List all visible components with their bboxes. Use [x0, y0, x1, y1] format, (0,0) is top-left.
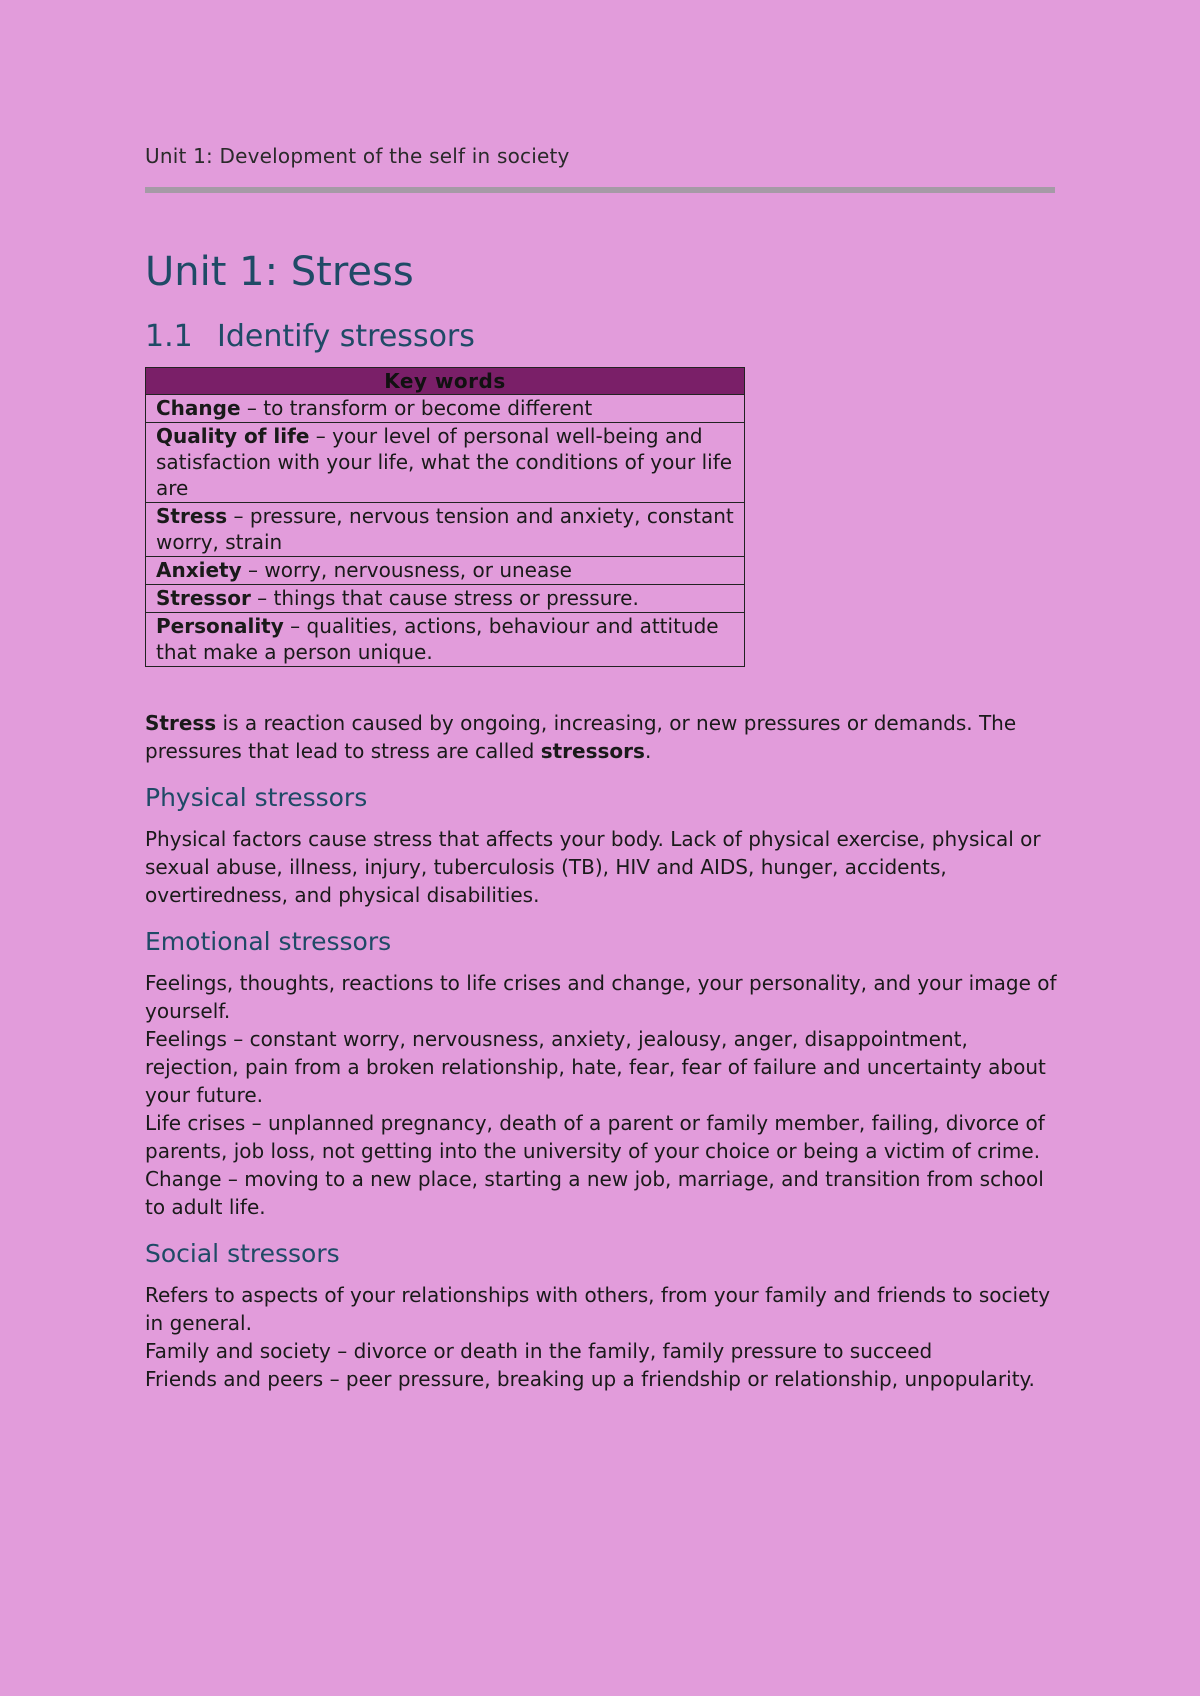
key-word-term: Quality of life	[156, 423, 310, 448]
physical-stressors-text: Physical factors cause stress that affects your body. Lack of physical exercise, physical or sexual abuse, illness, injury, tuberculosis (TB), HIV and AIDS, hunger, accidents, overtiredness, and physical disabilities.	[145, 826, 1041, 907]
key-word-cell	[146, 502, 745, 556]
emotional-paragraph: Feelings, thoughts, reactions to life crises and change, your personality, and your image of yourself.	[145, 970, 1057, 1023]
unit-title: Unit 1: Stress	[145, 249, 414, 295]
intro-bold-term: Stress	[145, 710, 217, 735]
emotional-stressors-heading: Emotional stressors	[145, 926, 392, 956]
key-word-term: Stressor	[156, 585, 251, 610]
table-row	[146, 612, 745, 666]
table-row	[146, 394, 745, 422]
table-row	[146, 556, 745, 584]
intro-text: is a reaction caused by ongoing, increasing, or new pressures or demands. The pressures that lead to stress are called	[145, 710, 1017, 763]
emotional-paragraph: Change – moving to a new place, starting a new job, marriage, and transition from school to adult life.	[145, 1166, 1044, 1219]
page-content	[145, 250, 1065, 1393]
key-word-cell	[146, 584, 745, 612]
key-word-definition: – worry, nervousness, or unease	[241, 557, 572, 582]
social-stressors-heading: Social stressors	[145, 1238, 340, 1268]
key-word-cell	[146, 556, 745, 584]
key-word-cell	[146, 422, 745, 502]
section-number: 1.1	[145, 319, 193, 354]
social-paragraph: Refers to aspects of your relationships with others, from your family and friends to society in general.	[145, 1282, 1051, 1335]
intro-bold-stressors: stressors	[540, 738, 645, 763]
key-words-heading: Key words	[146, 367, 745, 394]
physical-stressors-heading: Physical stressors	[145, 782, 368, 812]
social-paragraph: Friends and peers – peer pressure, breaking up a friendship or relationship, unpopularity.	[145, 1366, 1035, 1391]
key-word-term: Anxiety	[156, 557, 242, 582]
emotional-paragraph: Life crises – unplanned pregnancy, death of a parent or family member, failing, divorce of parents, job loss, not getting into the university of your choice or being a victim of crime.	[145, 1110, 1045, 1163]
section-title	[145, 320, 1065, 355]
header-divider	[145, 187, 1055, 193]
key-words-header-row	[146, 367, 745, 394]
key-word-term: Change	[156, 395, 241, 420]
key-words-table	[145, 367, 745, 667]
key-word-term: Personality	[156, 613, 284, 638]
emotional-paragraph: Feelings – constant worry, nervousness, anxiety, jealousy, anger, disappointment, rejection, pain from a broken relationship, hate, fear, fear of failure and uncertainty about your future.	[145, 1026, 1046, 1107]
key-word-definition: – your level of personal well-being and satisfaction with your life, what the conditions of your life are	[156, 423, 733, 500]
key-word-definition: – to transform or become different	[240, 395, 593, 420]
table-row	[146, 584, 745, 612]
table-row	[146, 502, 745, 556]
intro-end: .	[644, 738, 652, 763]
key-word-cell	[146, 612, 745, 666]
intro-paragraph	[145, 709, 1065, 765]
key-word-definition: – things that cause stress or pressure.	[250, 585, 639, 610]
table-row	[146, 422, 745, 502]
social-paragraph: Family and society – divorce or death in the family, family pressure to succeed	[145, 1338, 933, 1363]
key-word-definition: – pressure, nervous tension and anxiety, constant worry, strain	[156, 503, 734, 554]
key-word-definition: – qualities, actions, behaviour and attitude that make a person unique.	[156, 613, 719, 664]
key-word-term: Stress	[156, 503, 228, 528]
running-header: Unit 1: Development of the self in society	[145, 144, 570, 168]
key-word-cell	[146, 394, 745, 422]
section-heading: Identify stressors	[217, 319, 475, 354]
